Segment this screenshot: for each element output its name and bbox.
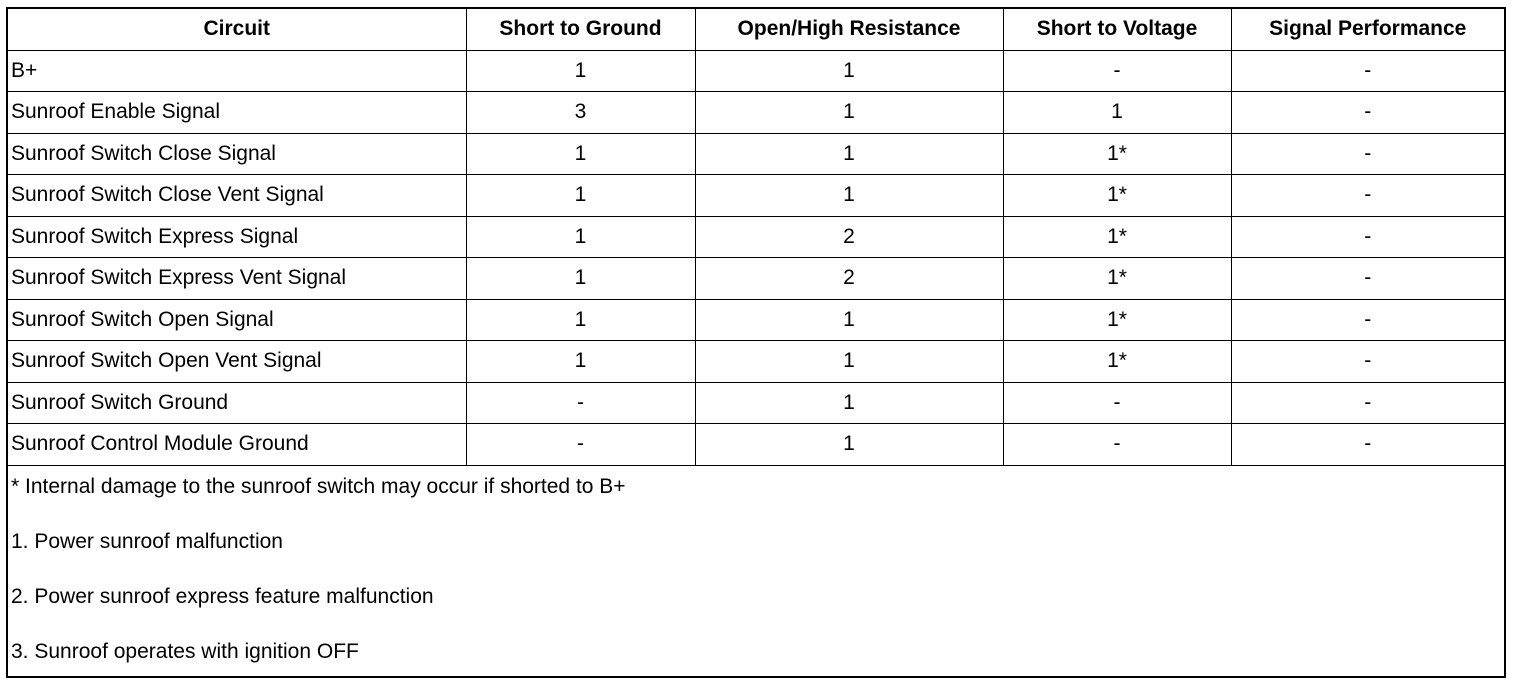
signal-performance-cell: - [1231, 382, 1504, 424]
header-signal-performance: Signal Performance [1231, 9, 1504, 50]
note-asterisk: * Internal damage to the sunroof switch may occur if shorted to B+ [11, 474, 626, 498]
circuit-name-cell: B+ [8, 50, 466, 92]
short-to-ground-cell: 1 [466, 216, 695, 258]
header-open-high-resistance: Open/High Resistance [695, 9, 1003, 50]
table-row [8, 341, 1504, 383]
diagnostic-table-frame [6, 7, 1506, 678]
short-to-ground-cell: - [466, 382, 695, 424]
table-header-row [8, 9, 1504, 50]
note-2: 2. Power sunroof express feature malfunction [11, 584, 434, 608]
open-high-resistance-cell: 1 [695, 175, 1003, 217]
table-row [8, 299, 1504, 341]
short-to-ground-cell: 1 [466, 341, 695, 383]
short-to-ground-cell: 1 [466, 258, 695, 300]
circuit-name-cell: Sunroof Switch Close Vent Signal [8, 175, 466, 217]
short-to-ground-cell: 1 [466, 175, 695, 217]
signal-performance-cell: - [1231, 175, 1504, 217]
signal-performance-cell: - [1231, 133, 1504, 175]
short-to-ground-cell: - [466, 424, 695, 466]
table-row [8, 382, 1504, 424]
circuit-name-cell: Sunroof Switch Express Signal [8, 216, 466, 258]
short-to-ground-cell: 3 [466, 92, 695, 134]
table-notes [8, 466, 1504, 696]
short-to-ground-cell: 1 [466, 299, 695, 341]
signal-performance-cell: - [1231, 258, 1504, 300]
signal-performance-cell: - [1231, 299, 1504, 341]
table-row [8, 258, 1504, 300]
table-row [8, 50, 1504, 92]
short-to-voltage-cell: 1* [1003, 133, 1231, 175]
table-row [8, 424, 1504, 466]
open-high-resistance-cell: 1 [695, 382, 1003, 424]
signal-performance-cell: - [1231, 50, 1504, 92]
short-to-voltage-cell: 1 [1003, 92, 1231, 134]
circuit-fault-table [8, 9, 1504, 466]
table-row [8, 92, 1504, 134]
open-high-resistance-cell: 1 [695, 50, 1003, 92]
circuit-name-cell: Sunroof Switch Open Signal [8, 299, 466, 341]
circuit-name-cell: Sunroof Switch Open Vent Signal [8, 341, 466, 383]
signal-performance-cell: - [1231, 92, 1504, 134]
short-to-ground-cell: 1 [466, 133, 695, 175]
table-row [8, 216, 1504, 258]
circuit-name-cell: Sunroof Switch Ground [8, 382, 466, 424]
open-high-resistance-cell: 1 [695, 424, 1003, 466]
note-3: 3. Sunroof operates with ignition OFF [11, 639, 359, 663]
open-high-resistance-cell: 1 [695, 299, 1003, 341]
open-high-resistance-cell: 1 [695, 92, 1003, 134]
short-to-voltage-cell: 1* [1003, 216, 1231, 258]
signal-performance-cell: - [1231, 216, 1504, 258]
short-to-voltage-cell: - [1003, 382, 1231, 424]
open-high-resistance-cell: 2 [695, 258, 1003, 300]
short-to-voltage-cell: 1* [1003, 299, 1231, 341]
header-short-to-voltage: Short to Voltage [1003, 9, 1231, 50]
table-row [8, 175, 1504, 217]
header-circuit: Circuit [8, 9, 466, 50]
circuit-name-cell: Sunroof Enable Signal [8, 92, 466, 134]
signal-performance-cell: - [1231, 424, 1504, 466]
table-body [8, 50, 1504, 465]
open-high-resistance-cell: 1 [695, 133, 1003, 175]
circuit-name-cell: Sunroof Control Module Ground [8, 424, 466, 466]
circuit-name-cell: Sunroof Switch Express Vent Signal [8, 258, 466, 300]
short-to-voltage-cell: 1* [1003, 341, 1231, 383]
short-to-voltage-cell: 1* [1003, 258, 1231, 300]
short-to-ground-cell: 1 [466, 50, 695, 92]
note-1: 1. Power sunroof malfunction [11, 529, 283, 553]
short-to-voltage-cell: - [1003, 50, 1231, 92]
short-to-voltage-cell: - [1003, 424, 1231, 466]
open-high-resistance-cell: 1 [695, 341, 1003, 383]
short-to-voltage-cell: 1* [1003, 175, 1231, 217]
open-high-resistance-cell: 2 [695, 216, 1003, 258]
signal-performance-cell: - [1231, 341, 1504, 383]
header-short-to-ground: Short to Ground [466, 9, 695, 50]
table-row [8, 133, 1504, 175]
circuit-name-cell: Sunroof Switch Close Signal [8, 133, 466, 175]
